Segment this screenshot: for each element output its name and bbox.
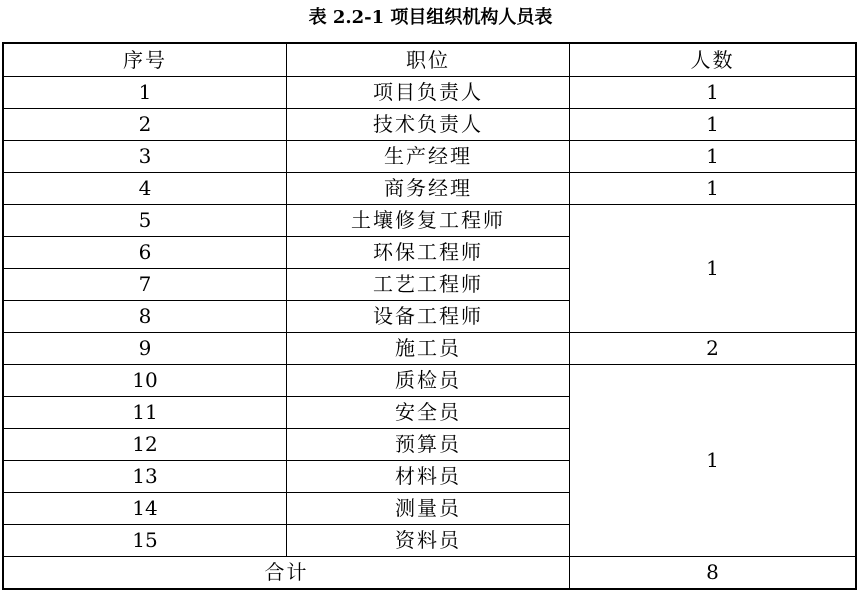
row-position: 土壤修复工程师 — [287, 205, 570, 237]
table-row — [3, 141, 856, 173]
header-position: 职位 — [287, 43, 570, 77]
row-position: 生产经理 — [287, 141, 570, 173]
table-row — [3, 109, 856, 141]
header-count: 人数 — [570, 43, 857, 77]
row-position: 材料员 — [287, 461, 570, 493]
row-position: 安全员 — [287, 397, 570, 429]
row-position: 施工员 — [287, 333, 570, 365]
row-index: 12 — [3, 429, 287, 461]
table-row — [3, 77, 856, 109]
staff-table — [2, 42, 857, 590]
row-position: 技术负责人 — [287, 109, 570, 141]
table-caption: 表 2.2-1 项目组织机构人员表 — [308, 7, 553, 28]
row-count: 2 — [570, 333, 857, 365]
row-index: 14 — [3, 493, 287, 525]
row-position: 预算员 — [287, 429, 570, 461]
row-position: 工艺工程师 — [287, 269, 570, 301]
row-index: 11 — [3, 397, 287, 429]
row-index: 2 — [3, 109, 287, 141]
table-row — [3, 333, 856, 365]
row-index: 13 — [3, 461, 287, 493]
group-count-staff: 1 — [570, 365, 857, 557]
row-count: 1 — [570, 141, 857, 173]
row-count: 1 — [570, 77, 857, 109]
row-index: 9 — [3, 333, 287, 365]
group-count-engineers: 1 — [570, 205, 857, 333]
row-position: 项目负责人 — [287, 77, 570, 109]
row-index: 7 — [3, 269, 287, 301]
row-index: 8 — [3, 301, 287, 333]
row-index: 5 — [3, 205, 287, 237]
row-index: 15 — [3, 525, 287, 557]
row-index: 3 — [3, 141, 287, 173]
table-header-row — [3, 43, 856, 77]
row-count: 1 — [570, 173, 857, 205]
row-count: 1 — [570, 109, 857, 141]
total-label: 合计 — [3, 557, 570, 590]
row-index: 10 — [3, 365, 287, 397]
row-position: 设备工程师 — [287, 301, 570, 333]
row-position: 质检员 — [287, 365, 570, 397]
row-position: 资料员 — [287, 525, 570, 557]
table-row — [3, 205, 856, 237]
row-index: 6 — [3, 237, 287, 269]
total-row — [3, 557, 856, 590]
table-row — [3, 173, 856, 205]
table-row — [3, 365, 856, 397]
row-index: 1 — [3, 77, 287, 109]
row-position: 测量员 — [287, 493, 570, 525]
total-value: 8 — [570, 557, 857, 590]
header-index: 序号 — [3, 43, 287, 77]
row-index: 4 — [3, 173, 287, 205]
row-position: 商务经理 — [287, 173, 570, 205]
row-position: 环保工程师 — [287, 237, 570, 269]
